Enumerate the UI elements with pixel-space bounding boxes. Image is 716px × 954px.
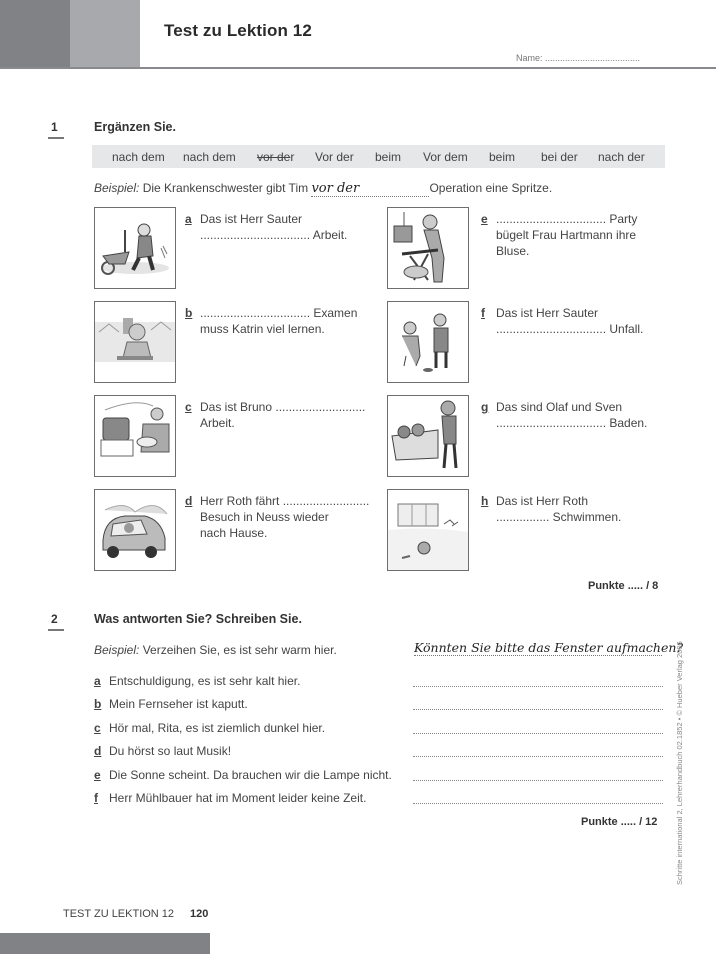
question-letter: c bbox=[94, 721, 101, 735]
question-letter: e bbox=[94, 768, 101, 782]
number-underline bbox=[48, 137, 64, 139]
word-bank-item: Vor dem bbox=[423, 149, 468, 164]
struck-word: vor de bbox=[257, 149, 291, 164]
example-answer: vor der bbox=[311, 181, 360, 196]
student-studying-illustration bbox=[94, 301, 176, 383]
item-letter: e bbox=[481, 212, 488, 226]
page-number: 120 bbox=[190, 908, 209, 920]
example-label: Beispiel: bbox=[94, 643, 140, 657]
item-text: Das ist Herr Sauter ................................. Arbeit. bbox=[200, 212, 348, 242]
item-text: Das ist Bruno ........................... Arbeit. bbox=[200, 400, 366, 430]
gardener-wheelbarrow-illustration bbox=[94, 207, 176, 289]
word-bank-item: Vor der bbox=[315, 149, 354, 164]
item-text: Herr Roth fährt .......................... Besuch in Neuss wieder nach Hause. bbox=[200, 494, 370, 540]
answer-line-b[interactable] bbox=[413, 698, 663, 710]
man-watching-tv-illustration bbox=[94, 395, 176, 477]
word-bank-item: bei der bbox=[541, 149, 578, 164]
exercise-2-question-c bbox=[94, 721, 325, 735]
question-text: Mein Fernseher ist kaputt. bbox=[109, 697, 248, 711]
word-bank-item: nach der bbox=[598, 149, 645, 164]
item-letter: b bbox=[185, 306, 193, 320]
exercise-1-number bbox=[51, 120, 58, 134]
footer-label: TEST ZU LEKTION 12 bbox=[63, 908, 175, 920]
example-label: Beispiel: bbox=[94, 181, 140, 195]
man-driving-car-illustration bbox=[94, 489, 176, 571]
header-band-dark bbox=[0, 0, 70, 67]
item-letter: g bbox=[481, 400, 489, 414]
word-bank bbox=[92, 145, 665, 168]
word-bank-item: nach dem bbox=[183, 149, 236, 164]
exercise-1-score: Punkte ..... / 8 bbox=[588, 580, 659, 592]
example-text-before: Die Krankenschwester gibt Tim bbox=[142, 181, 309, 195]
item-letter: c bbox=[185, 400, 192, 414]
exercise-2-score: Punkte ..... / 12 bbox=[581, 816, 658, 828]
header-divider bbox=[0, 67, 716, 69]
question-text: Herr Mühlbauer hat im Moment leider keine Zeit. bbox=[109, 791, 367, 805]
question-letter: d bbox=[94, 744, 102, 758]
exercise-2-number bbox=[51, 612, 58, 626]
question-letter: f bbox=[94, 791, 98, 805]
item-text: Das sind Olaf und Sven ................................. Baden. bbox=[496, 400, 648, 430]
exercise-2-question-b bbox=[94, 697, 248, 711]
man-swimming-illustration bbox=[387, 489, 469, 571]
example-answer-line bbox=[311, 181, 429, 197]
item-letter: h bbox=[481, 494, 489, 508]
word-bank-item: nach dem bbox=[112, 149, 165, 164]
header-band-light bbox=[70, 0, 140, 67]
kids-bathtub-illustration bbox=[387, 395, 469, 477]
name-field[interactable]: Name: ...................................... bbox=[516, 53, 641, 63]
exercise-2-question-e bbox=[94, 768, 392, 782]
exercise-2-question-f bbox=[94, 791, 366, 805]
exercise-2-example-answer: Könnten Sie bitte das Fenster aufmachen? bbox=[414, 640, 684, 655]
question-text: Entschuldigung, es ist sehr kalt hier. bbox=[109, 674, 301, 688]
item-letter: d bbox=[185, 494, 193, 508]
exercise-1-heading: Ergänzen Sie. bbox=[94, 120, 176, 134]
word-bank-item: beim bbox=[489, 149, 516, 164]
question-text: Die Sonne scheint. Da brauchen wir die Lampe nicht. bbox=[109, 768, 392, 782]
item-text: Das ist Herr Sauter ................................. Unfall. bbox=[496, 306, 644, 336]
answer-line-e[interactable] bbox=[413, 769, 663, 781]
item-text: Das ist Herr Roth ................ Schwimmen. bbox=[496, 494, 622, 524]
exercise-2-question-a bbox=[94, 674, 300, 688]
answer-line-d[interactable] bbox=[413, 745, 663, 757]
exercise-number: 1 bbox=[51, 120, 58, 134]
item-text: ................................. Examen muss Katrin viel lernen. bbox=[200, 306, 358, 336]
exercise-2-heading: Was antworten Sie? Schreiben Sie. bbox=[94, 612, 302, 626]
number-underline bbox=[48, 629, 64, 631]
item-text: ................................. Party bügelt Frau Hartmann ihre Bluse. bbox=[496, 212, 638, 258]
question-text: Hör mal, Rita, es ist ziemlich dunkel hier. bbox=[109, 721, 326, 735]
question-letter: a bbox=[94, 674, 101, 688]
word-bank-item-used bbox=[257, 150, 294, 164]
word-bank-item: beim bbox=[375, 149, 402, 164]
example-text-after: Operation eine Spritze. bbox=[429, 181, 553, 195]
copyright-note: Schritte international 2, Lehrerhandbuch 02.1852 • © Hueber Verlag 2006 bbox=[675, 641, 684, 885]
exercise-2-question-d bbox=[94, 744, 231, 758]
struck-word-suffix: r bbox=[290, 149, 295, 164]
item-letter: a bbox=[185, 212, 192, 226]
answer-line-c[interactable] bbox=[413, 722, 663, 734]
two-men-accident-illustration bbox=[387, 301, 469, 383]
woman-ironing-illustration bbox=[387, 207, 469, 289]
exercise-2-example bbox=[94, 643, 337, 657]
item-letter: f bbox=[481, 306, 485, 320]
footer-bar bbox=[0, 933, 210, 954]
exercise-1-example bbox=[94, 181, 552, 197]
answer-line-f[interactable] bbox=[413, 792, 663, 804]
exercise-number: 2 bbox=[51, 612, 58, 626]
answer-line-a[interactable] bbox=[413, 675, 663, 687]
question-letter: b bbox=[94, 697, 102, 711]
question-text: Du hörst so laut Musik! bbox=[109, 744, 232, 758]
example-text: Verzeihen Sie, es ist sehr warm hier. bbox=[142, 643, 337, 657]
page-title: Test zu Lektion 12 bbox=[164, 21, 312, 40]
